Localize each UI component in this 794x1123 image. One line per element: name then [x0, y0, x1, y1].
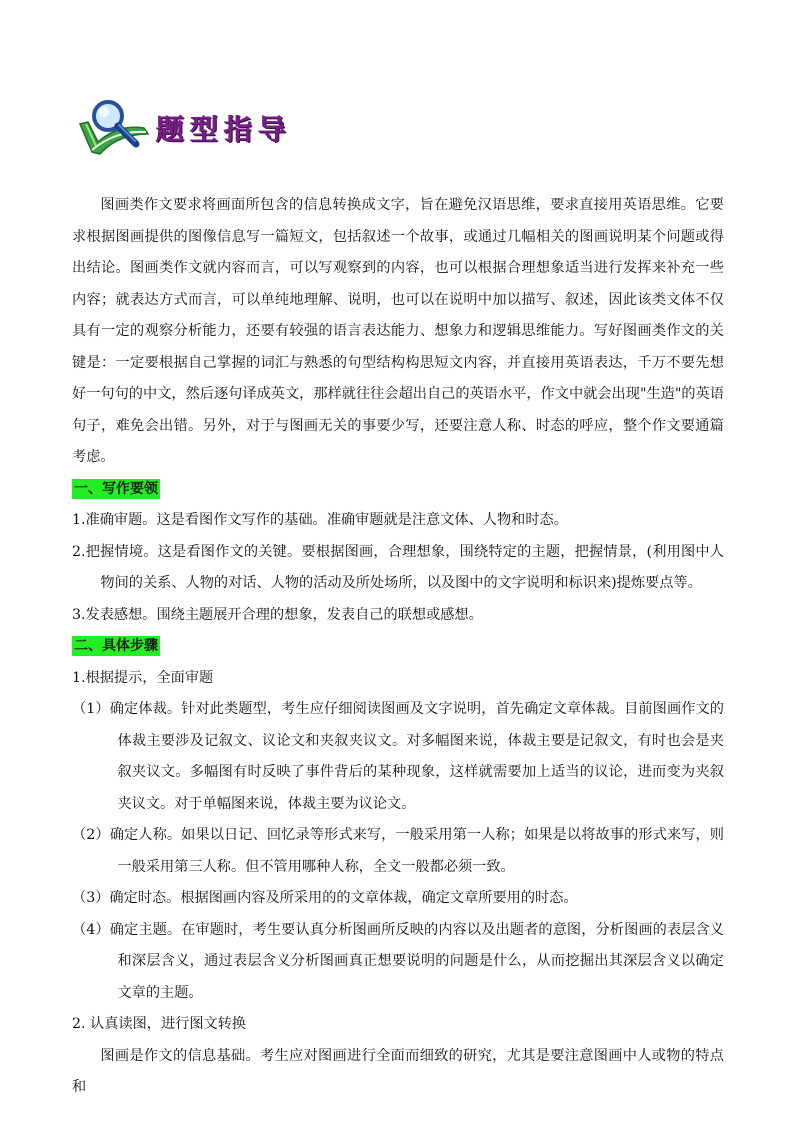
intro-paragraph: 图画类作文要求将画面所包含的信息转换成文字，旨在避免汉语思维，要求直接用英语思维。它要求根据图画提供的图像信息写一篇短文，包括叙述一个故事，或通过几幅相关的图画说明某个问题或得出结论。图画类作文就内容而言，可以写观察到的内容，也可以根据合理想象适当进行发挥来补充一些内容；就表达方式而言，可以单纯地理解、说明，也可以在说明中加以描写、叙述，因此该类文体不仅具有一定的观察分析能力，还要有较强的语言表达能力、想象力和逻辑思维能力。写好图画类作文的关键是：一定要根据自己掌握的词汇与熟悉的句型结构构思短文内容，并直接用英语表达，千万不要先想好一句句的中文，然后逐句译成英文，那样就往往会超出自己的英语水平，作文中就会出现"生造"的英语句子，难免会出错。另外，对于与图画无关的事要少写，还要注意人称、时态的呼应，整个作文要通篇考虑。: [72, 197, 724, 465]
section-header: [78, 94, 338, 164]
section-heading-writing-essentials: 一、写作要领: [74, 480, 158, 497]
list-item: 1.准确审题。这是看图作文写作的基础。准确审题就是注意文体、人物和时态。: [72, 512, 568, 528]
heading-row-1: [72, 474, 724, 506]
sub-item: （3）确定时态。根据图画内容及所采用的的文章体裁，确定文章所要用的时态。: [72, 890, 578, 906]
section-heading-specific-steps: 二、具体步骤: [74, 638, 158, 655]
section-title: 题型指导: [156, 113, 293, 146]
step-title: 2. 认真读图，进行图文转换: [72, 1016, 247, 1032]
list-item: 2.把握情境。这是看图作文的关键。要根据图画，合理想象，围绕特定的主题，把握情景，(利用图中人物间的关系、人物的对话、人物的活动及所处场所，以及图中的文字说明和标识来)提炼要点等。: [72, 543, 724, 591]
step-paragraph: 图画是作文的信息基础。考生应对图画进行全面而细致的研究，尤其是要注意图画中人或物的特点和: [72, 1047, 724, 1095]
heading-row-2: [72, 631, 724, 663]
document-body: [72, 190, 724, 1104]
step-title: 1.根据提示，全面审题: [72, 669, 214, 686]
sub-item: （1）确定体裁。针对此类题型，考生应仔细阅读图画及文字说明，首先确定文章体裁。目前图画作文的体裁主要涉及记叙文、议论文和夹叙夹议文。对多幅图来说，体裁主要是记叙文，有时也会是夹叙夹议文。多幅图有时反映了事件背后的某种现象，这样就需要加上适当的议论，进而变为夹叙夹议文。对于单幅图来说，体裁主要为议论文。: [72, 701, 724, 812]
magnifier-book-icon: [78, 94, 152, 160]
sub-item: （2）确定人称。如果以日记、回忆录等形式来写，一般采用第一人称；如果是以将故事的形式来写，则一般采用第三人称。但不管用哪种人称，全文一般都必须一致。: [72, 827, 724, 875]
sub-item: （4）确定主题。在审题时，考生要认真分析图画所反映的内容以及出题者的意图，分析图画的表层含义和深层含义，通过表层含义分析图画真正想要说明的问题是什么，从而挖掘出其深层含义以确定文章的主题。: [72, 921, 724, 1001]
list-item: 3.发表感想。围绕主题展开合理的想象，发表自己的联想或感想。: [72, 606, 483, 623]
